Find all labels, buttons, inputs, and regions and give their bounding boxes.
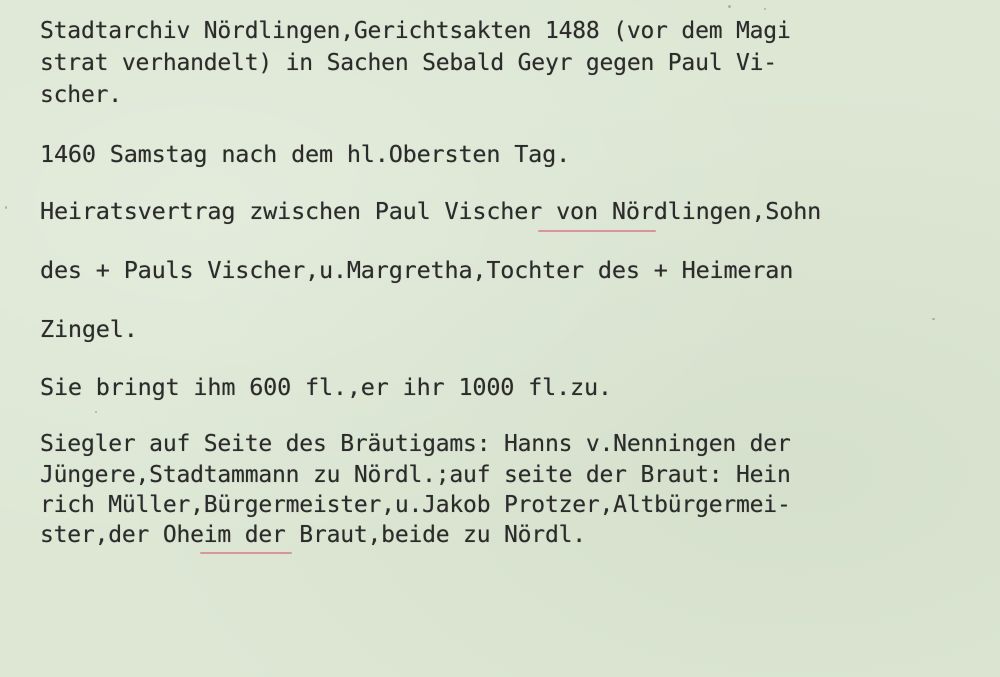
- sealers-line-4: ster,der Oheim der Braut,beide zu Nördl.: [40, 522, 586, 548]
- sealers-line-3: rich Müller,Bürgermeister,u.Jakob Protzer,Altbürgermei-: [40, 492, 791, 518]
- pink-underline-vischer: [538, 230, 656, 232]
- sealers-line-1: Siegler auf Seite des Bräutigams: Hanns v.Nenningen der: [40, 431, 791, 457]
- date-line: 1460 Samstag nach dem hl.Obersten Tag.: [40, 140, 571, 168]
- contract-line-3: Zingel.: [40, 315, 138, 343]
- header-line-2: strat verhandelt) in Sachen Sebald Geyr gegen Paul Vi-: [40, 50, 777, 76]
- dowry-line: Sie bringt ihm 600 fl.,er ihr 1000 fl.zu.: [40, 373, 612, 401]
- paper-speck: [5, 206, 7, 209]
- paper-speck: [932, 318, 935, 320]
- pink-underline-oheim: [200, 552, 292, 554]
- paper-speck: [95, 411, 97, 413]
- contract-line-1: Heiratsvertrag zwischen Paul Vischer von Nördlingen,Sohn: [40, 197, 822, 225]
- paper-speck: [728, 5, 731, 8]
- header-line-3: scher.: [40, 82, 122, 108]
- sealers-line-2: Jüngere,Stadtammann zu Nördl.;auf seite der Braut: Hein: [40, 462, 791, 488]
- paper-speck: [764, 8, 766, 10]
- header-line-1: Stadtarchiv Nördlingen,Gerichtsakten 1488 (vor dem Magi: [40, 18, 791, 44]
- contract-line-2: des + Pauls Vischer,u.Margretha,Tochter des + Heimeran: [40, 256, 794, 284]
